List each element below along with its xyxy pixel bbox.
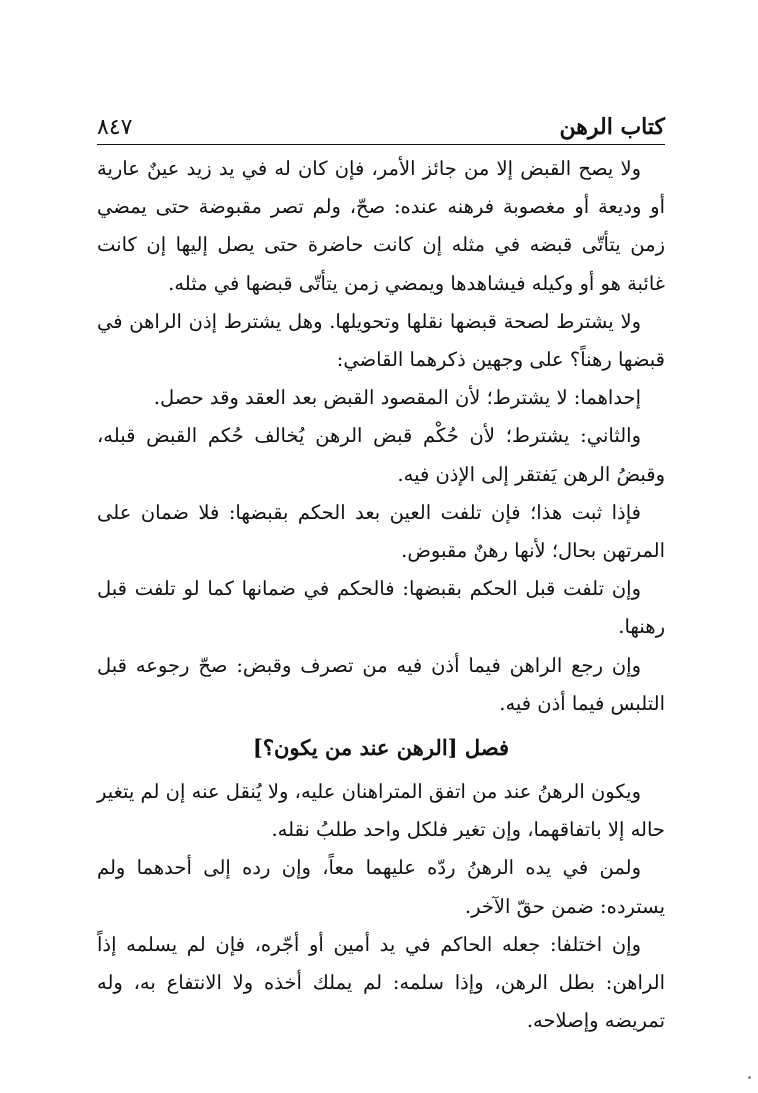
paragraph-receipt-validity: ولا يصح القبض إلا من جائز الأمر، فإن كان له في يد زيد عينٌ عارية أو وديعة أو مغصوبة فرهنه عنده: صحّ، ولم تصر مقبوضة حتى يمضي زمن يتأتّى قبضه في مثله إن كانت حاضرة حتى يصل إليها إن كانت غائبة هو أو وكيله فيشاهدها ويمضي زمن يتأتّى قبضها في مثله.	[97, 157, 665, 295]
page-number: ٨٤٧	[97, 115, 133, 140]
paragraph-custodian-agreement: ويكون الرهنُ عند من اتفق المتراهنان عليه، ولا يُنقل عنه إن لم يتغير حاله إلا باتفاقهما، وإن تغير فلكل واحد طلبُ نقله.	[97, 780, 665, 842]
paragraph-revoking-permission: وإن رجع الراهن فيما أذن فيه من تصرف وقبض: صحّ رجوعه قبل التلبس فيما أذن فيه.	[97, 653, 665, 715]
paragraph-first-view: إحداهما: لا يشترط؛ لأن المقصود القبض بعد العقد وقد حصل.	[153, 386, 641, 410]
paragraph-second-view: والثاني: يشترط؛ لأن حُكْم قبض الرهن يُخالف حُكم القبض قبله، وقبضُ الرهن يَفتقر إلى الإذن فيه.	[97, 424, 665, 486]
section-heading: فصل [الرهن عند من يكون؟]	[252, 735, 510, 761]
paragraph-returning-pledge: ولمن في يده الرهنُ ردّه عليهما معاً، وإن رده إلى أحدهما ولم يسترده: ضمن حقّ الآخر.	[97, 856, 665, 918]
running-header	[97, 104, 665, 145]
paragraph-loss-after-receipt: فإذا ثبت هذا؛ فإن تلفت العين بعد الحكم بقبضها: فلا ضمان على المرتهن بحال؛ لأنها رهنٌ مقبوض.	[97, 500, 665, 563]
scan-speck	[748, 1076, 751, 1079]
paragraph-dispute: وإن اختلفا: جعله الحاكم في يد أمين أو أجّره، فإن لم يسلمه إذاً الراهن: بطل الرهن، وإذا سلمه: لم يملك أخذه ولا الانتفاع به، وله تمريضه وإصلاحه.	[97, 932, 665, 1033]
paragraph-transfer-condition: ولا يشترط لصحة قبضها نقلها وتحويلها. وهل يشترط إذن الراهن في قبضها رهناً؟ على وجهين ذكرهما القاضي:	[97, 309, 665, 372]
paragraph-loss-before-receipt: وإن تلفت قبل الحكم بقبضها: فالحكم في ضمانها كما لو تلفت قبل رهنها.	[97, 577, 665, 639]
page-body	[97, 150, 665, 1040]
chapter-title: كتاب الرهن	[559, 114, 665, 140]
